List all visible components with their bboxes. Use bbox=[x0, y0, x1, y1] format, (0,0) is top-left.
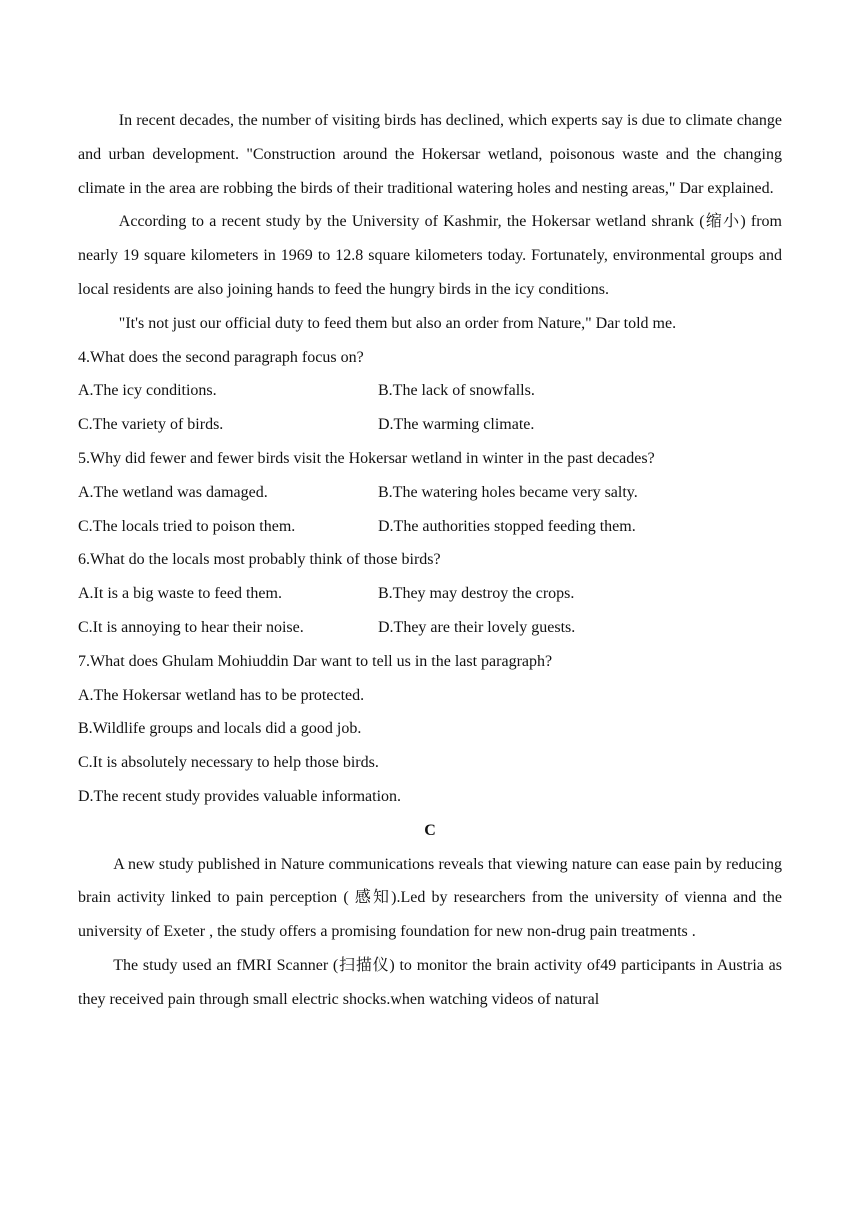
option-b: B.Wildlife groups and locals did a good job. bbox=[78, 720, 362, 738]
question-stem: 7.What does Ghulam Mohiuddin Dar want to tell us in the last paragraph? bbox=[78, 652, 553, 670]
option-c: C.It is absolutely necessary to help those birds. bbox=[78, 754, 379, 772]
question-stem: 5.Why did fewer and fewer birds visit the Hokersar wetland in winter in the past decades? bbox=[78, 449, 655, 467]
passage-c-paragraph-2: The study used an fMRI Scanner (扫描仪) to monitor the brain activity of49 participants in Austria as they received pain through small electric shocks.when watching videos of natural bbox=[78, 956, 782, 1008]
option-c: C.The locals tried to poison them. bbox=[78, 517, 296, 535]
question-5 bbox=[78, 442, 782, 543]
question-4 bbox=[78, 341, 782, 442]
question-stem: 4.What does the second paragraph focus on? bbox=[78, 348, 364, 366]
option-b: B.The lack of snowfalls. bbox=[378, 382, 535, 400]
option-d: D.The warming climate. bbox=[378, 416, 535, 434]
option-d: D.The recent study provides valuable information. bbox=[78, 787, 402, 805]
option-c: C.The variety of birds. bbox=[78, 416, 224, 434]
option-a: A.The wetland was damaged. bbox=[78, 483, 268, 501]
question-7 bbox=[78, 645, 782, 814]
option-b: B.The watering holes became very salty. bbox=[378, 483, 638, 501]
question-stem: 6.What do the locals most probably think of those birds? bbox=[78, 551, 441, 569]
option-a: A.The Hokersar wetland has to be protected. bbox=[78, 686, 365, 704]
option-b: B.They may destroy the crops. bbox=[378, 585, 575, 603]
section-title: C bbox=[424, 821, 436, 839]
passage-b-paragraph-3: "It's not just our official duty to feed them but also an order from Nature," Dar told me. bbox=[118, 314, 677, 332]
option-a: A.The icy conditions. bbox=[78, 382, 217, 400]
option-c: C.It is annoying to hear their noise. bbox=[78, 618, 304, 636]
option-d: D.The authorities stopped feeding them. bbox=[378, 517, 636, 535]
question-6 bbox=[78, 543, 782, 644]
passage-b-paragraph-2: According to a recent study by the University of Kashmir, the Hokersar wetland shrank (缩小) from nearly 19 square kilometers in 1969 to 12.8 square kilometers today. Fortunately, environmental groups and local residents are also joining hands to feed the hungry birds in the icy conditions. bbox=[78, 213, 782, 298]
document-page bbox=[78, 104, 782, 1017]
option-d: D.They are their lovely guests. bbox=[378, 618, 576, 636]
passage-b-paragraph-1: In recent decades, the number of visiting birds has declined, which experts say is due to climate change and urban development. "Construction around the Hokersar wetland, poisonous waste and the changing climate in the area are robbing the birds of their traditional watering holes and nesting areas," Dar explained. bbox=[78, 112, 782, 197]
passage-c-paragraph-1: A new study published in Nature communications reveals that viewing nature can ease pain by reducing brain activity linked to pain perception ( 感知).Led by researchers from the university of vienna and the university of Exeter , the study offers a promising foundation for new non-drug pain treatments . bbox=[78, 855, 782, 941]
option-a: A.It is a big waste to feed them. bbox=[78, 585, 282, 603]
